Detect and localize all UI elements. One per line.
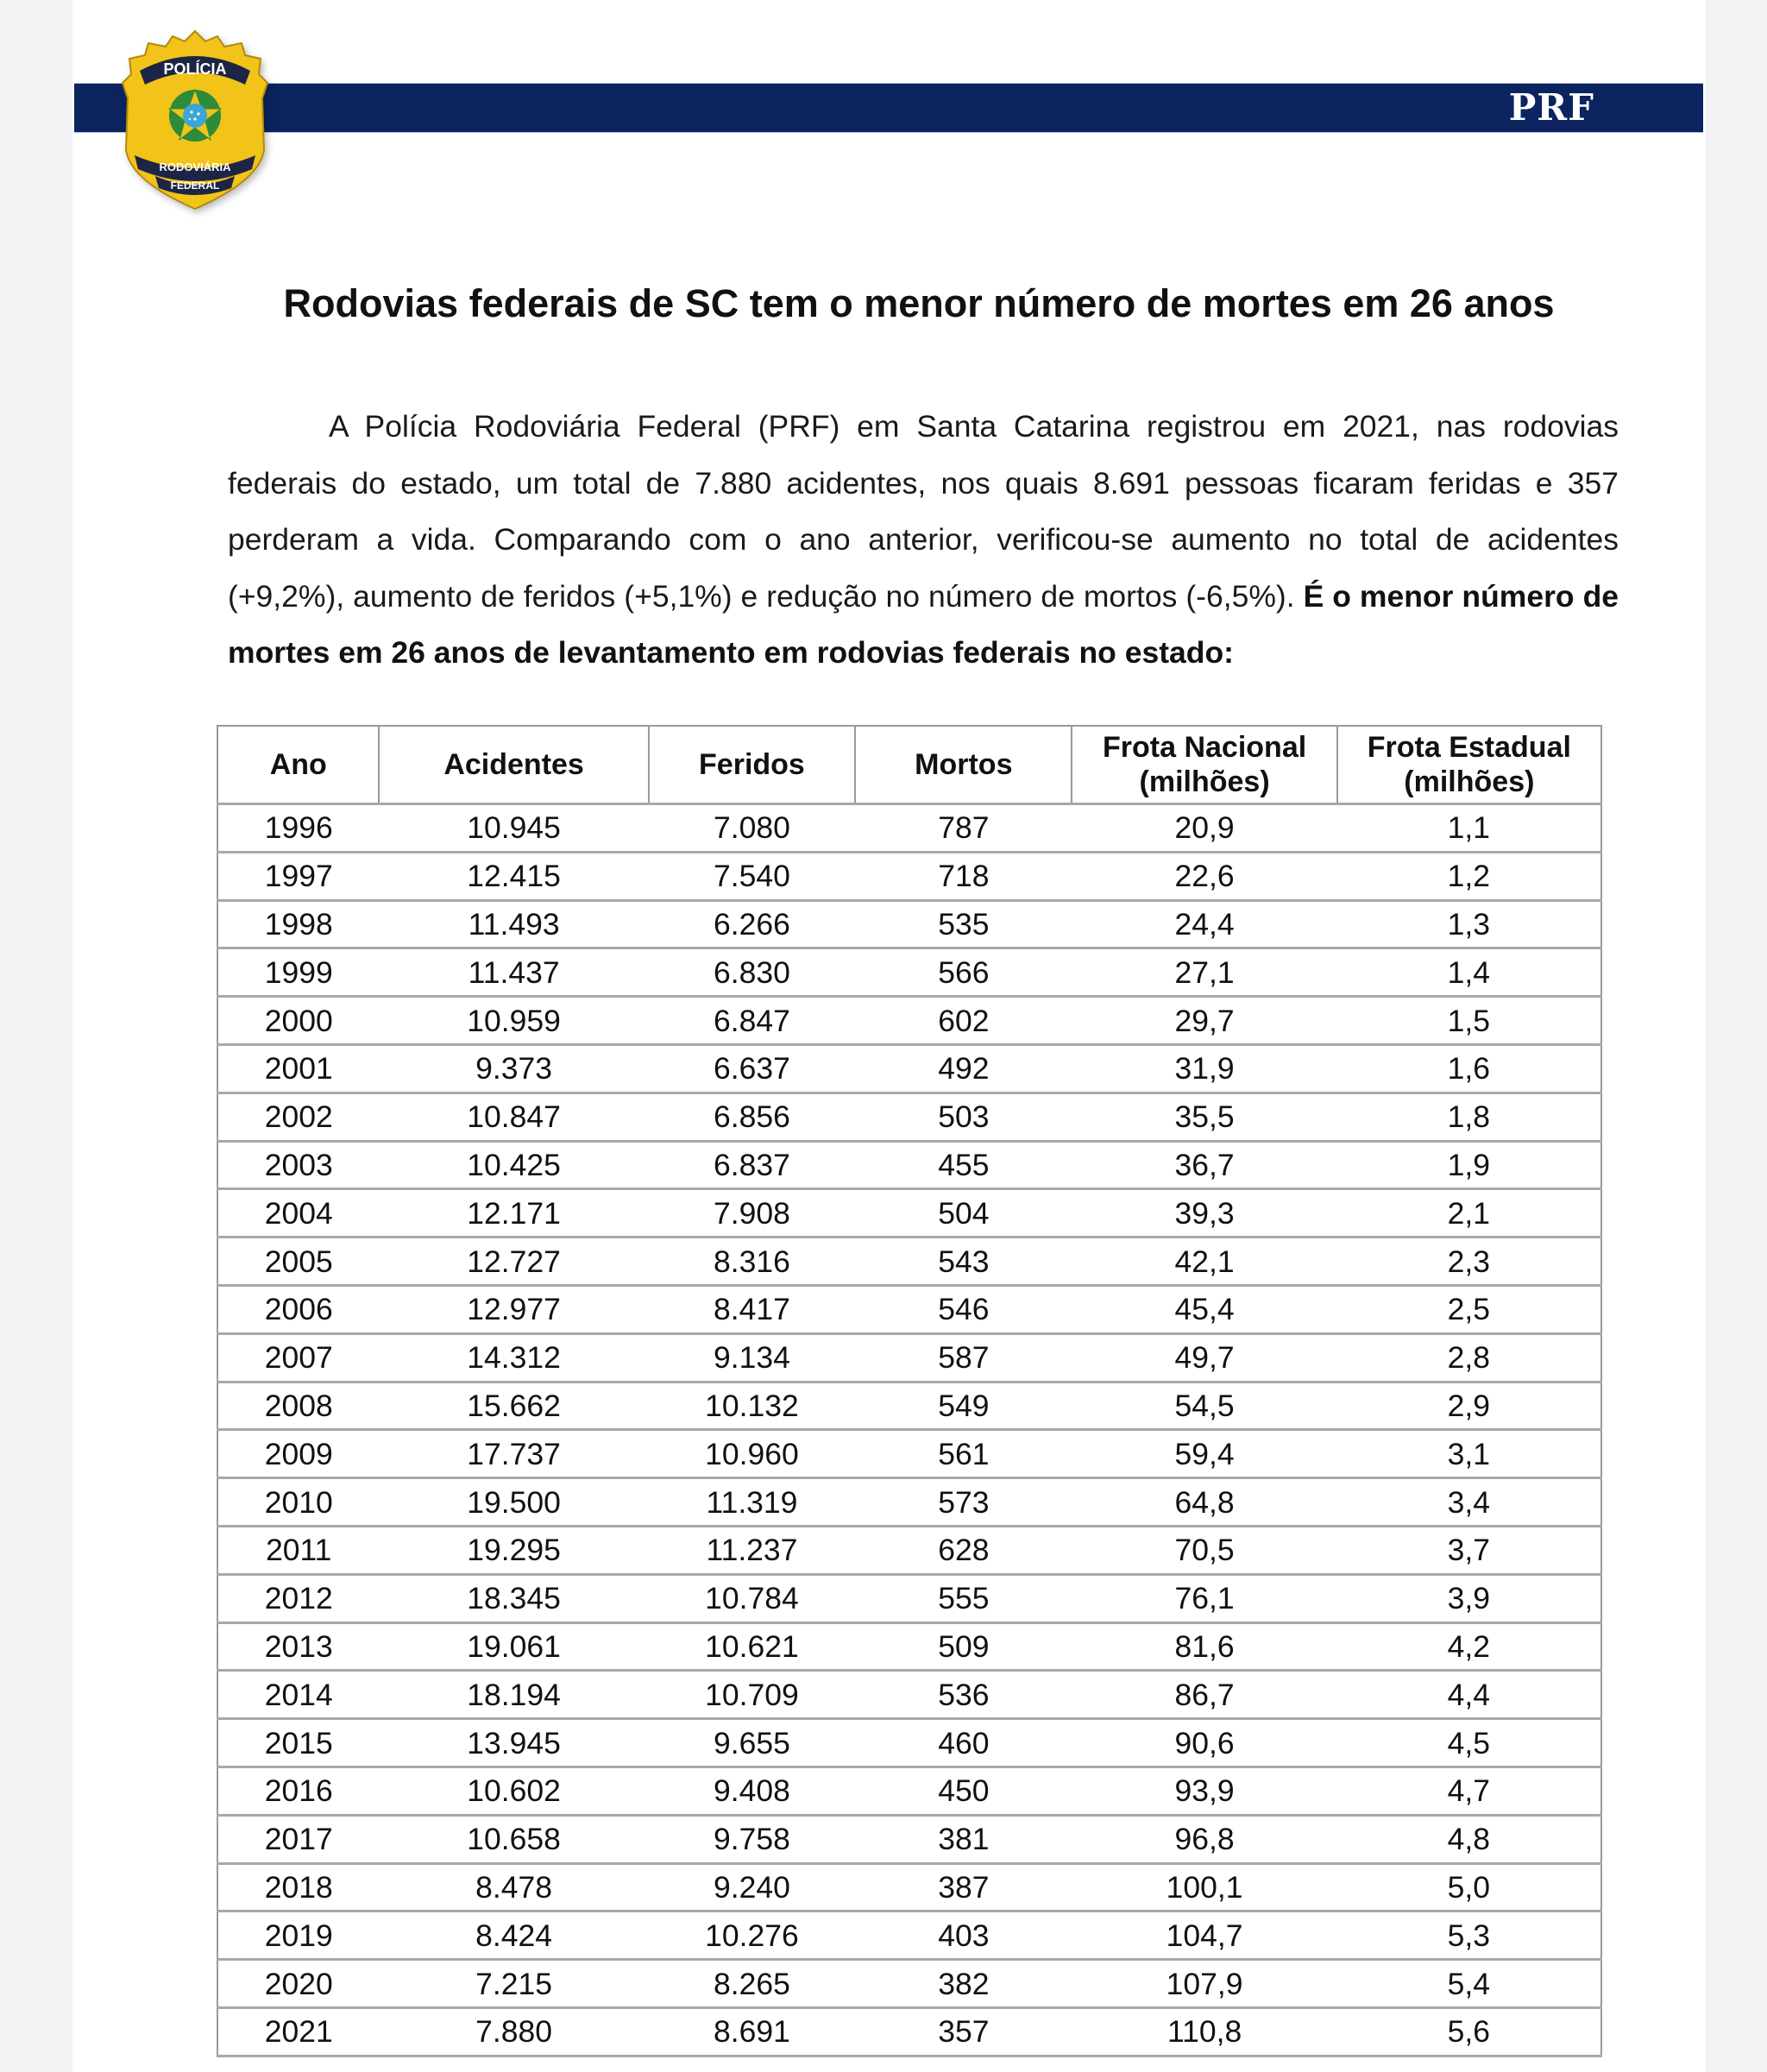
table-row — [217, 900, 1601, 948]
cell-mortos: 602 — [855, 997, 1072, 1045]
table-row — [217, 1911, 1601, 1960]
cell-frota-estadual: 5,6 — [1337, 2007, 1601, 2056]
cell-acidentes: 10.945 — [379, 804, 648, 853]
table-row — [217, 852, 1601, 900]
table-row — [217, 1478, 1601, 1527]
cell-frota-estadual: 3,4 — [1337, 1478, 1601, 1527]
cell-mortos: 381 — [855, 1815, 1072, 1863]
cell-frota-estadual: 5,4 — [1337, 1960, 1601, 2008]
cell-frota-nacional: 100,1 — [1072, 1863, 1336, 1911]
cell-mortos: 509 — [855, 1622, 1072, 1671]
cell-acidentes: 10.847 — [379, 1093, 648, 1141]
badge-top-text: POLÍCIA — [163, 60, 227, 78]
cell-mortos: 549 — [855, 1382, 1072, 1430]
cell-frota-estadual: 1,2 — [1337, 852, 1601, 900]
cell-feridos: 9.408 — [649, 1767, 855, 1815]
cell-mortos: 357 — [855, 2007, 1072, 2056]
cell-ano: 2021 — [217, 2007, 379, 2056]
table-row — [217, 1238, 1601, 1286]
cell-feridos: 9.240 — [649, 1863, 855, 1911]
cell-feridos: 10.784 — [649, 1574, 855, 1622]
cell-ano: 2018 — [217, 1863, 379, 1911]
header-acidentes: Acidentes — [379, 726, 648, 804]
header-frota-estadual — [1337, 726, 1601, 804]
cell-acidentes: 8.424 — [379, 1911, 648, 1960]
cell-ano: 2006 — [217, 1285, 379, 1333]
cell-ano: 2005 — [217, 1238, 379, 1286]
cell-feridos: 6.847 — [649, 997, 855, 1045]
cell-frota-nacional: 110,8 — [1072, 2007, 1336, 2056]
cell-ano: 2007 — [217, 1333, 379, 1382]
cell-frota-nacional: 45,4 — [1072, 1285, 1336, 1333]
header-band — [74, 84, 1703, 132]
cell-feridos: 6.837 — [649, 1141, 855, 1189]
cell-frota-estadual: 3,1 — [1337, 1430, 1601, 1478]
cell-ano: 1996 — [217, 804, 379, 853]
cell-frota-nacional: 49,7 — [1072, 1333, 1336, 1382]
cell-acidentes: 12.171 — [379, 1189, 648, 1238]
table-row — [217, 1960, 1601, 2008]
cell-frota-nacional: 59,4 — [1072, 1430, 1336, 1478]
cell-frota-estadual: 3,7 — [1337, 1526, 1601, 1574]
cell-feridos: 10.132 — [649, 1382, 855, 1430]
header-frota-nacional — [1072, 726, 1336, 804]
cell-frota-nacional: 70,5 — [1072, 1526, 1336, 1574]
cell-mortos: 403 — [855, 1911, 1072, 1960]
table-row — [217, 1141, 1601, 1189]
cell-mortos: 450 — [855, 1767, 1072, 1815]
header-feridos: Feridos — [649, 726, 855, 804]
header-frota-estadual-line2: (milhões) — [1404, 765, 1535, 798]
cell-ano: 1999 — [217, 948, 379, 997]
accidents-table — [217, 725, 1602, 2057]
cell-frota-estadual: 5,0 — [1337, 1863, 1601, 1911]
cell-frota-nacional: 24,4 — [1072, 900, 1336, 948]
cell-frota-nacional: 35,5 — [1072, 1093, 1336, 1141]
cell-feridos: 11.319 — [649, 1478, 855, 1527]
cell-acidentes: 7.215 — [379, 1960, 648, 2008]
cell-acidentes: 19.061 — [379, 1622, 648, 1671]
page-title: Rodovias federais de SC tem o menor número de mortes em 26 anos — [283, 281, 1555, 325]
header-ano: Ano — [217, 726, 379, 804]
cell-acidentes: 12.727 — [379, 1238, 648, 1286]
cell-mortos: 628 — [855, 1526, 1072, 1574]
cell-acidentes: 18.345 — [379, 1574, 648, 1622]
cell-mortos: 566 — [855, 948, 1072, 997]
cell-feridos: 10.621 — [649, 1622, 855, 1671]
cell-acidentes: 14.312 — [379, 1333, 648, 1382]
prf-badge-logo-icon — [121, 29, 269, 211]
cell-mortos: 504 — [855, 1189, 1072, 1238]
cell-feridos: 8.316 — [649, 1238, 855, 1286]
cell-ano: 2011 — [217, 1526, 379, 1574]
table-row — [217, 1093, 1601, 1141]
table-row — [217, 997, 1601, 1045]
cell-ano: 2002 — [217, 1093, 379, 1141]
table-row — [217, 1767, 1601, 1815]
cell-frota-estadual: 2,9 — [1337, 1382, 1601, 1430]
table-row — [217, 2007, 1601, 2056]
cell-frota-estadual: 3,9 — [1337, 1574, 1601, 1622]
cell-frota-estadual: 1,8 — [1337, 1093, 1601, 1141]
paragraph-highlight: É o menor número de mortes em 26 anos de levantamento em rodovias federais no estado: — [228, 578, 1619, 670]
cell-acidentes: 11.493 — [379, 900, 648, 948]
cell-frota-estadual: 4,7 — [1337, 1767, 1601, 1815]
svg-text:RODOVIÁRIA: RODOVIÁRIA — [159, 161, 231, 173]
cell-mortos: 387 — [855, 1863, 1072, 1911]
cell-frota-estadual: 4,4 — [1337, 1671, 1601, 1719]
cell-feridos: 6.266 — [649, 900, 855, 948]
cell-frota-estadual: 1,3 — [1337, 900, 1601, 948]
cell-frota-estadual: 4,8 — [1337, 1815, 1601, 1863]
cell-frota-estadual: 1,1 — [1337, 804, 1601, 853]
table-body — [217, 804, 1601, 2056]
cell-ano: 2015 — [217, 1719, 379, 1767]
table-row — [217, 1189, 1601, 1238]
cell-feridos: 10.276 — [649, 1911, 855, 1960]
cell-acidentes: 10.959 — [379, 997, 648, 1045]
cell-feridos: 9.758 — [649, 1815, 855, 1863]
cell-frota-nacional: 27,1 — [1072, 948, 1336, 997]
cell-acidentes: 15.662 — [379, 1382, 648, 1430]
table-row — [217, 1285, 1601, 1333]
cell-feridos: 8.691 — [649, 2007, 855, 2056]
table-row — [217, 1863, 1601, 1911]
cell-frota-estadual: 4,2 — [1337, 1622, 1601, 1671]
table-row — [217, 1382, 1601, 1430]
cell-frota-estadual: 1,5 — [1337, 997, 1601, 1045]
cell-frota-nacional: 20,9 — [1072, 804, 1336, 853]
cell-frota-estadual: 4,5 — [1337, 1719, 1601, 1767]
cell-mortos: 455 — [855, 1141, 1072, 1189]
cell-feridos: 9.655 — [649, 1719, 855, 1767]
cell-frota-nacional: 64,8 — [1072, 1478, 1336, 1527]
cell-mortos: 561 — [855, 1430, 1072, 1478]
cell-mortos: 536 — [855, 1671, 1072, 1719]
cell-ano: 2020 — [217, 1960, 379, 2008]
cell-feridos: 10.960 — [649, 1430, 855, 1478]
table-row — [217, 804, 1601, 853]
cell-feridos: 11.237 — [649, 1526, 855, 1574]
table-row — [217, 948, 1601, 997]
cell-frota-estadual: 2,8 — [1337, 1333, 1601, 1382]
cell-frota-nacional: 107,9 — [1072, 1960, 1336, 2008]
cell-acidentes: 17.737 — [379, 1430, 648, 1478]
table-row — [217, 1719, 1601, 1767]
cell-feridos: 6.856 — [649, 1093, 855, 1141]
cell-frota-nacional: 93,9 — [1072, 1767, 1336, 1815]
cell-mortos: 460 — [855, 1719, 1072, 1767]
cell-frota-nacional: 81,6 — [1072, 1622, 1336, 1671]
cell-frota-estadual: 2,3 — [1337, 1238, 1601, 1286]
table-row — [217, 1526, 1601, 1574]
header-mortos: Mortos — [855, 726, 1072, 804]
cell-feridos: 10.709 — [649, 1671, 855, 1719]
cell-mortos: 382 — [855, 1960, 1072, 2008]
cell-feridos: 8.417 — [649, 1285, 855, 1333]
cell-mortos: 492 — [855, 1044, 1072, 1093]
cell-ano: 2012 — [217, 1574, 379, 1622]
cell-frota-estadual: 1,6 — [1337, 1044, 1601, 1093]
cell-ano: 2004 — [217, 1189, 379, 1238]
cell-feridos: 8.265 — [649, 1960, 855, 2008]
cell-mortos: 543 — [855, 1238, 1072, 1286]
cell-frota-nacional: 36,7 — [1072, 1141, 1336, 1189]
cell-acidentes: 12.415 — [379, 852, 648, 900]
cell-ano: 2008 — [217, 1382, 379, 1430]
cell-ano: 2014 — [217, 1671, 379, 1719]
cell-mortos: 787 — [855, 804, 1072, 853]
cell-frota-nacional: 90,6 — [1072, 1719, 1336, 1767]
cell-ano: 2010 — [217, 1478, 379, 1527]
table-row — [217, 1622, 1601, 1671]
header-frota-nacional-line1: Frota Nacional — [1103, 731, 1307, 764]
cell-mortos: 718 — [855, 852, 1072, 900]
cell-frota-nacional: 76,1 — [1072, 1574, 1336, 1622]
cell-feridos: 7.080 — [649, 804, 855, 853]
cell-feridos: 6.637 — [649, 1044, 855, 1093]
cell-frota-estadual: 2,1 — [1337, 1189, 1601, 1238]
table-row — [217, 1815, 1601, 1863]
cell-frota-nacional: 31,9 — [1072, 1044, 1336, 1093]
intro-paragraph — [228, 399, 1619, 682]
cell-mortos: 587 — [855, 1333, 1072, 1382]
cell-acidentes: 8.478 — [379, 1863, 648, 1911]
cell-ano: 1997 — [217, 852, 379, 900]
cell-frota-nacional: 22,6 — [1072, 852, 1336, 900]
cell-feridos: 6.830 — [649, 948, 855, 997]
cell-frota-nacional: 86,7 — [1072, 1671, 1336, 1719]
cell-ano: 2001 — [217, 1044, 379, 1093]
cell-frota-nacional: 104,7 — [1072, 1911, 1336, 1960]
svg-text:FEDERAL: FEDERAL — [170, 179, 220, 192]
cell-frota-nacional: 42,1 — [1072, 1238, 1336, 1286]
cell-acidentes: 13.945 — [379, 1719, 648, 1767]
cell-ano: 2000 — [217, 997, 379, 1045]
cell-acidentes: 9.373 — [379, 1044, 648, 1093]
cell-mortos: 555 — [855, 1574, 1072, 1622]
cell-mortos: 535 — [855, 900, 1072, 948]
cell-frota-nacional: 96,8 — [1072, 1815, 1336, 1863]
cell-ano: 2009 — [217, 1430, 379, 1478]
cell-frota-estadual: 1,9 — [1337, 1141, 1601, 1189]
table-row — [217, 1574, 1601, 1622]
table-header-row — [217, 726, 1601, 804]
cell-feridos: 7.540 — [649, 852, 855, 900]
cell-frota-estadual: 1,4 — [1337, 948, 1601, 997]
cell-frota-nacional: 29,7 — [1072, 997, 1336, 1045]
header-frota-estadual-line1: Frota Estadual — [1367, 731, 1571, 764]
cell-frota-nacional: 54,5 — [1072, 1382, 1336, 1430]
cell-feridos: 9.134 — [649, 1333, 855, 1382]
prf-label: PRF — [1508, 86, 1594, 129]
cell-acidentes: 10.602 — [379, 1767, 648, 1815]
cell-acidentes: 18.194 — [379, 1671, 648, 1719]
cell-ano: 2013 — [217, 1622, 379, 1671]
cell-ano: 2003 — [217, 1141, 379, 1189]
cell-ano: 2016 — [217, 1767, 379, 1815]
header-frota-nacional-line2: (milhões) — [1139, 765, 1270, 798]
cell-acidentes: 7.880 — [379, 2007, 648, 2056]
cell-acidentes: 12.977 — [379, 1285, 648, 1333]
cell-mortos: 546 — [855, 1285, 1072, 1333]
cell-feridos: 7.908 — [649, 1189, 855, 1238]
table-row — [217, 1671, 1601, 1719]
cell-frota-estadual: 5,3 — [1337, 1911, 1601, 1960]
cell-mortos: 573 — [855, 1478, 1072, 1527]
cell-acidentes: 10.425 — [379, 1141, 648, 1189]
cell-mortos: 503 — [855, 1093, 1072, 1141]
cell-acidentes: 19.500 — [379, 1478, 648, 1527]
cell-frota-nacional: 39,3 — [1072, 1189, 1336, 1238]
cell-acidentes: 19.295 — [379, 1526, 648, 1574]
cell-ano: 2019 — [217, 1911, 379, 1960]
table-row — [217, 1430, 1601, 1478]
cell-acidentes: 11.437 — [379, 948, 648, 997]
cell-frota-estadual: 2,5 — [1337, 1285, 1601, 1333]
cell-acidentes: 10.658 — [379, 1815, 648, 1863]
cell-ano: 2017 — [217, 1815, 379, 1863]
table-row — [217, 1333, 1601, 1382]
table-row — [217, 1044, 1601, 1093]
paragraph-text: A Polícia Rodoviária Federal (PRF) em Santa Catarina registrou em 2021, nas rodovias federais do estado, um total de 7.880 acidentes, nos quais 8.691 pessoas ficaram feridas e 357 perderam a vida. Comparando com o ano anterior, verificou-se aumento no total de acidentes (+9,2%), aumento de feridos (+5,1%) e redução no número de mortos (-6,5%). — [228, 409, 1619, 614]
cell-ano: 1998 — [217, 900, 379, 948]
